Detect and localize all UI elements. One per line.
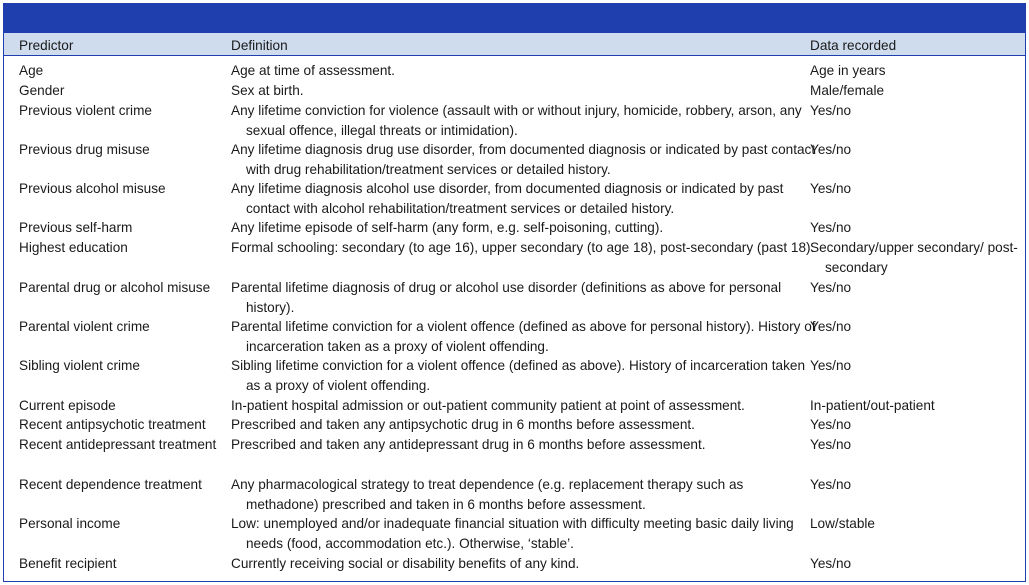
header-definition: Definition (231, 38, 288, 53)
definition-cell: In-patient hospital admission or out-patient community patient at point of assessment. (231, 398, 745, 413)
definition-cell: Any lifetime diagnosis alcohol use disorder, from documented diagnosis or indicated by past contact with alcohol rehabilitation/treatment services or detailed history. (231, 181, 784, 216)
predictor-cell: Current episode (19, 398, 116, 413)
data-recorded-cell: Low/stable (810, 516, 875, 531)
data-recorded-cell: Yes/no (810, 319, 852, 334)
definition-cell: Sibling lifetime conviction for a violent offence (defined as above). History of incarceration taken as a proxy of violent offending. (231, 358, 806, 393)
definition-cell: Parental lifetime conviction for a violent offence (defined as above for personal history). History of incarceration taken as a proxy of violent offending. (231, 319, 816, 354)
table-row (4, 61, 1025, 81)
table-frame (3, 3, 1026, 582)
predictor-cell: Previous alcohol misuse (19, 181, 166, 196)
table-row (4, 179, 1025, 218)
predictor-cell: Parental violent crime (19, 319, 150, 334)
definition-cell: Prescribed and taken any antidepressant drug in 6 months before assessment. (231, 437, 706, 452)
table-row (4, 218, 1025, 238)
predictor-cell: Recent antidepressant treatment (19, 437, 217, 452)
header-predictor: Predictor (19, 38, 74, 53)
definition-cell: Any lifetime conviction for violence (assault with or without injury, homicide, robbery, arson, any sexual offence, illegal threats or intimidation). (231, 103, 802, 138)
data-recorded-cell: Yes/no (810, 358, 852, 373)
data-recorded-cell: Secondary/upper secondary/ post-secondary (810, 240, 1018, 275)
data-recorded-cell: Yes/no (810, 142, 852, 157)
data-recorded-cell: Yes/no (810, 103, 852, 118)
table-row (4, 554, 1025, 574)
predictor-cell: Recent antipsychotic treatment (19, 417, 206, 432)
definition-cell: Sex at birth. (231, 83, 304, 98)
data-recorded-cell: Yes/no (810, 477, 852, 492)
predictor-cell: Parental drug or alcohol misuse (19, 280, 211, 295)
table-row (4, 81, 1025, 101)
table-row (4, 238, 1025, 278)
data-recorded-cell: Yes/no (810, 181, 852, 196)
predictor-cell: Sibling violent crime (19, 358, 140, 373)
definition-cell: Any lifetime diagnosis drug use disorder, from documented diagnosis or indicated by past contact with drug rehabilitation/treatment services or detailed history. (231, 142, 816, 177)
data-recorded-cell: Yes/no (810, 437, 852, 452)
definition-cell: Low: unemployed and/or inadequate financial situation with difficulty meeting basic daily living needs (food, accommodation etc.). Otherwise, ‘stable’. (231, 516, 794, 551)
data-recorded-cell: Yes/no (810, 280, 852, 295)
predictor-cell: Highest education (19, 240, 128, 255)
definition-cell: Prescribed and taken any antipsychotic drug in 6 months before assessment. (231, 417, 695, 432)
definition-cell: Formal schooling: secondary (to age 16), upper secondary (to age 18), post-secondary (past 18). (231, 240, 815, 255)
definition-cell: Parental lifetime diagnosis of drug or alcohol use disorder (definitions as above for personal history). (231, 280, 782, 315)
header-data-recorded: Data recorded (810, 38, 897, 53)
table-row (4, 101, 1025, 140)
table-row (4, 356, 1025, 396)
table-title-bar (4, 4, 1025, 32)
predictor-cell: Benefit recipient (19, 556, 117, 571)
table-row (4, 514, 1025, 554)
table-header-row (4, 32, 1025, 56)
table-row (4, 396, 1025, 415)
definition-cell: Currently receiving social or disability benefits of any kind. (231, 556, 580, 571)
data-recorded-cell: Yes/no (810, 417, 852, 432)
table-row (4, 317, 1025, 356)
table-row (4, 140, 1025, 179)
table-row (4, 475, 1025, 514)
data-recorded-cell: In-patient/out-patient (810, 398, 935, 413)
predictor-cell: Recent dependence treatment (19, 477, 202, 492)
table-row (4, 415, 1025, 435)
predictor-cell: Previous drug misuse (19, 142, 150, 157)
predictor-cell: Personal income (19, 516, 121, 531)
predictor-cell: Previous violent crime (19, 103, 152, 118)
predictor-cell: Gender (19, 83, 65, 98)
predictor-cell: Previous self-harm (19, 220, 133, 235)
data-recorded-cell: Age in years (810, 63, 886, 78)
definition-cell: Age at time of assessment. (231, 63, 395, 78)
definition-cell: Any lifetime episode of self-harm (any form, e.g. self-poisoning, cutting). (231, 220, 664, 235)
definition-cell: Any pharmacological strategy to treat dependence (e.g. replacement therapy such as methadone) prescribed and taken in 6 months before assessment. (231, 477, 744, 512)
data-recorded-cell: Male/female (810, 83, 885, 98)
predictor-cell: Age (19, 63, 44, 78)
data-recorded-cell: Yes/no (810, 556, 852, 571)
table-row (4, 435, 1025, 475)
table-body (4, 56, 1025, 574)
data-recorded-cell: Yes/no (810, 220, 852, 235)
table-row (4, 278, 1025, 317)
